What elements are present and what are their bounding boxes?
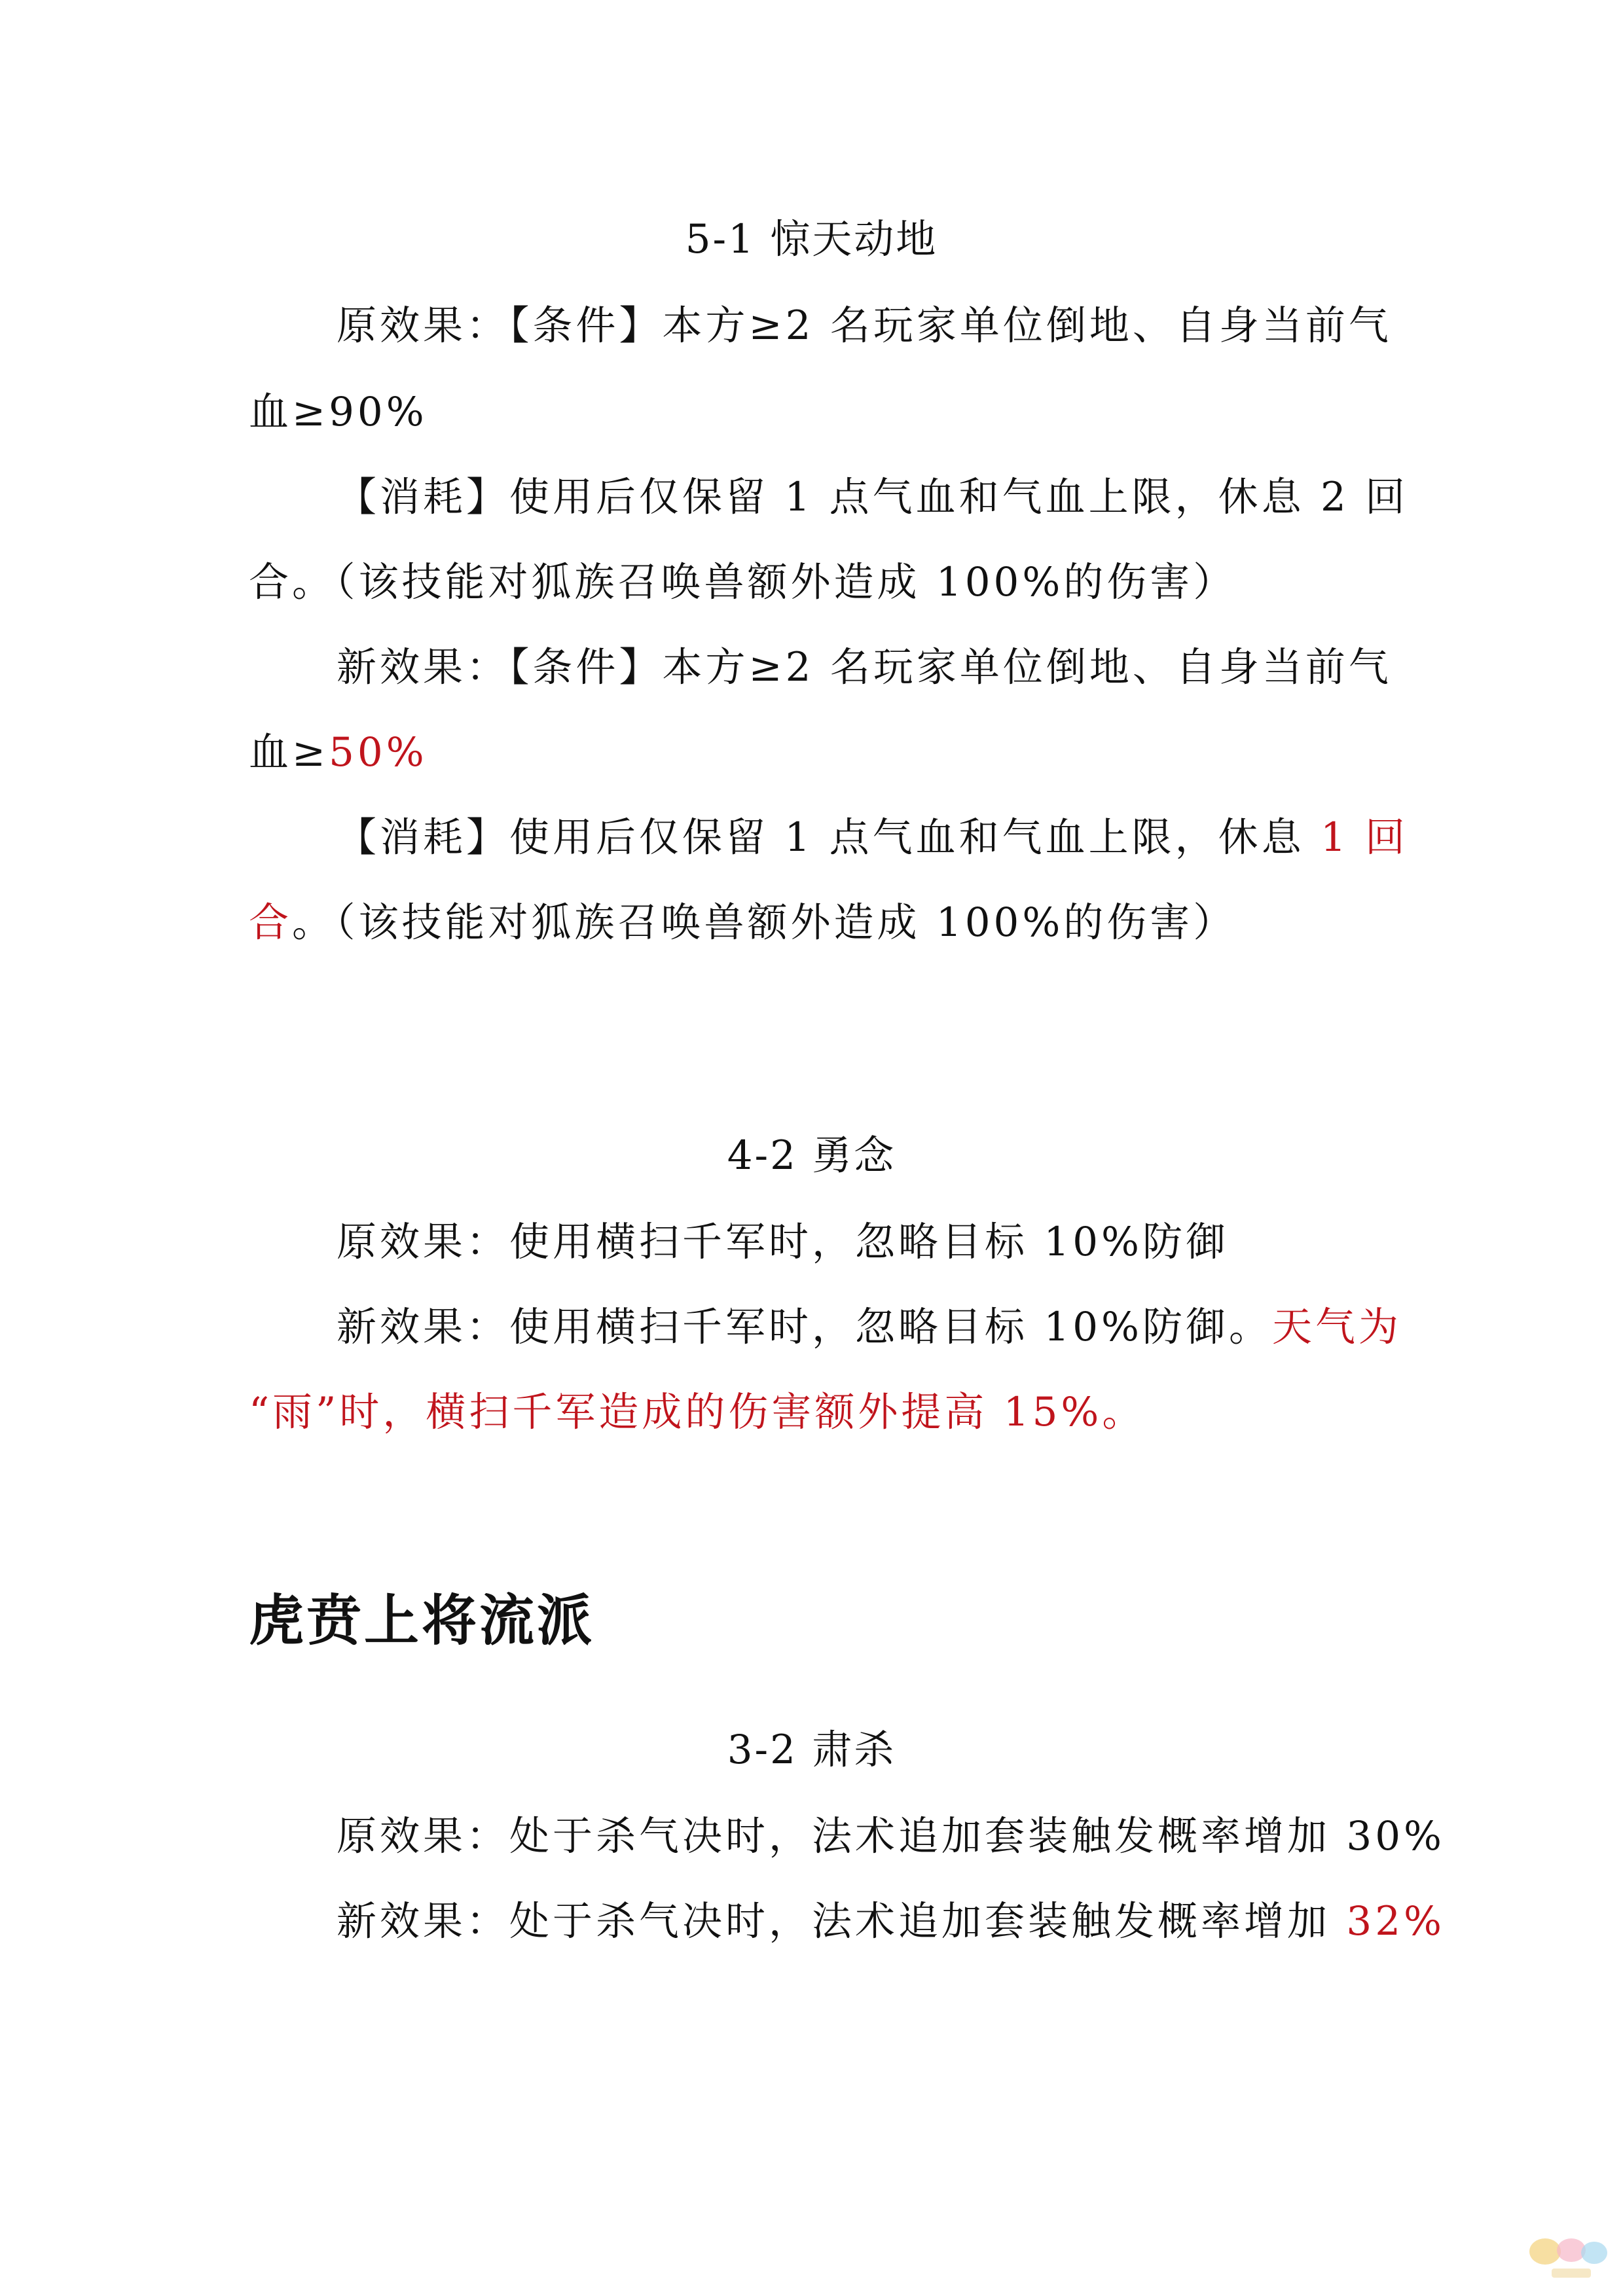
- new-effect-line-4: [249, 897, 1236, 949]
- changed-value-32pct: 32%: [1346, 1898, 1445, 1945]
- original-effect-line-3: 【消耗】使用后仅保留 1 点气血和气血上限，休息 2 回: [337, 474, 1409, 520]
- watermark-logo: [1525, 2232, 1611, 2284]
- section-title-4-2: 4-2 勇念: [727, 1132, 896, 1179]
- new-effect-line-3-text: 【消耗】使用后仅保留 1 点气血和气血上限，休息: [337, 814, 1321, 861]
- added-effect-line-2: “雨”时，横扫千军造成的伤害额外提高 15%。: [249, 1389, 1146, 1435]
- original-effect-line-1: 原效果：【条件】本方≥2 名玩家单位倒地、自身当前气: [337, 302, 1392, 349]
- changed-value-he: 合: [249, 899, 293, 946]
- new-effect-line-2-text: 血≥: [249, 729, 329, 776]
- original-effect-line-4: 合。（该技能对狐族召唤兽额外造成 100%的伤害）: [249, 559, 1237, 605]
- original-effect: 原效果：处于杀气决时，法术追加套装触发概率增加 30%: [337, 1813, 1445, 1859]
- changed-value-1-round: 1 回: [1320, 814, 1409, 861]
- new-effect-line-4-text: 。（该技能对狐族召唤兽额外造成 100%的伤害）: [292, 899, 1237, 946]
- original-effect: 原效果：使用横扫千军时，忽略目标 10%防御: [337, 1219, 1229, 1265]
- new-effect-line-1: [337, 1301, 1402, 1354]
- section-title-5-1: 5-1 惊天动地: [685, 216, 938, 262]
- new-effect-text: 新效果：使用横扫千军时，忽略目标 10%防御。: [337, 1304, 1272, 1350]
- new-effect-line-2: [249, 726, 428, 779]
- changed-value-50pct: 50%: [329, 729, 428, 776]
- new-effect-text: 新效果：处于杀气决时，法术追加套装触发概率增加: [337, 1898, 1347, 1945]
- new-effect-line-3: [337, 812, 1408, 864]
- added-effect-start: 天气为: [1271, 1304, 1402, 1350]
- new-effect-line-1: 新效果：【条件】本方≥2 名玩家单位倒地、自身当前气: [337, 644, 1392, 691]
- school-heading: 虎贲上将流派: [249, 1588, 595, 1653]
- section-title-3-2: 3-2 肃杀: [727, 1727, 896, 1773]
- original-effect-line-2: 血≥90%: [249, 389, 428, 435]
- new-effect: [337, 1895, 1445, 1948]
